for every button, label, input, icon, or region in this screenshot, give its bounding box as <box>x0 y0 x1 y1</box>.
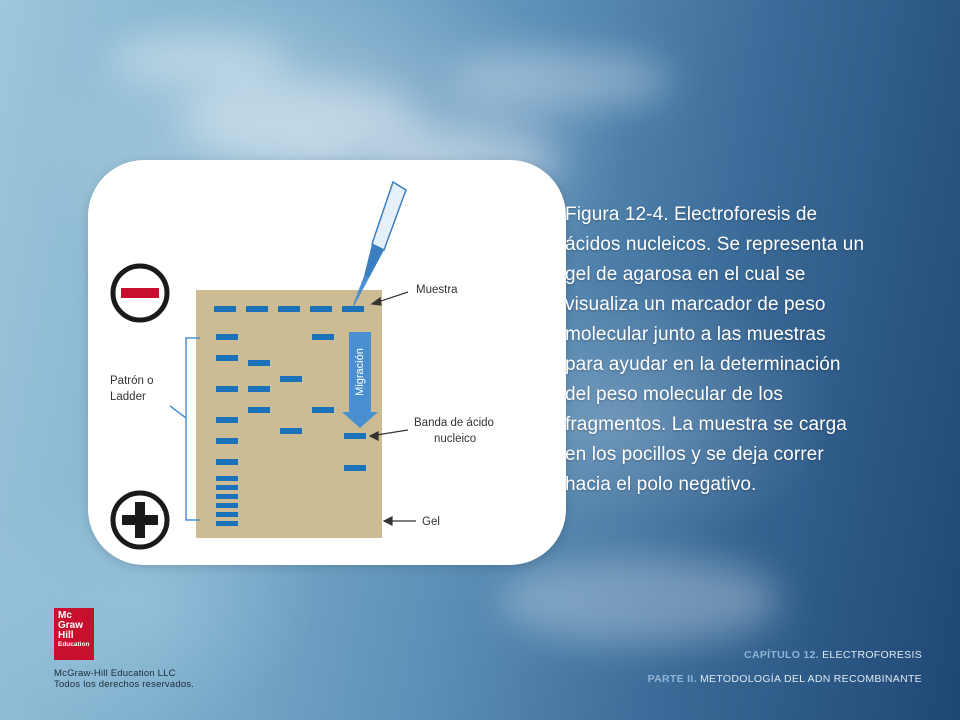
pipette-icon <box>353 182 406 306</box>
copyright-line1: McGraw-Hill Education LLC <box>54 668 176 679</box>
part-label: PARTE II. <box>647 673 697 685</box>
label-muestra: Muestra <box>416 284 458 296</box>
migration-label: Migración <box>354 348 366 396</box>
label-gel: Gel <box>422 516 440 528</box>
label-banda-line2: nucleico <box>434 433 477 445</box>
footer-chapter <box>744 649 922 661</box>
copyright-line2: Todos los derechos reservados. <box>54 679 195 690</box>
gel-electrophoresis-figure <box>88 160 566 565</box>
chapter-label: CAPÍTULO 12. <box>744 649 819 661</box>
figure-caption: Figura 12-4. Electroforesis de ácidos nucleicos. Se representa un gel de agarosa en el cual se visualiza un marcador de peso molecular junto a las muestras para ayudar en la determinación del peso molecular de los fragmentos. La muestra se carga en los pocillos y se deja correr hacia el polo negativo. <box>565 204 865 495</box>
label-banda-line1: Banda de ácido <box>414 417 494 429</box>
copyright-notice <box>54 668 194 690</box>
mcgraw-hill-logo: Mc Graw Hill Education <box>54 608 94 660</box>
footer-part <box>648 673 922 685</box>
chapter-title: ELECTROFORESIS <box>822 649 922 661</box>
label-patron-line1: Patrón o <box>110 375 154 387</box>
minus-icon <box>113 266 167 320</box>
label-patron-line2: Ladder <box>110 391 146 403</box>
part-title: METODOLOGÍA DEL ADN RECOMBINANTE <box>700 673 922 685</box>
plus-icon <box>113 493 167 547</box>
